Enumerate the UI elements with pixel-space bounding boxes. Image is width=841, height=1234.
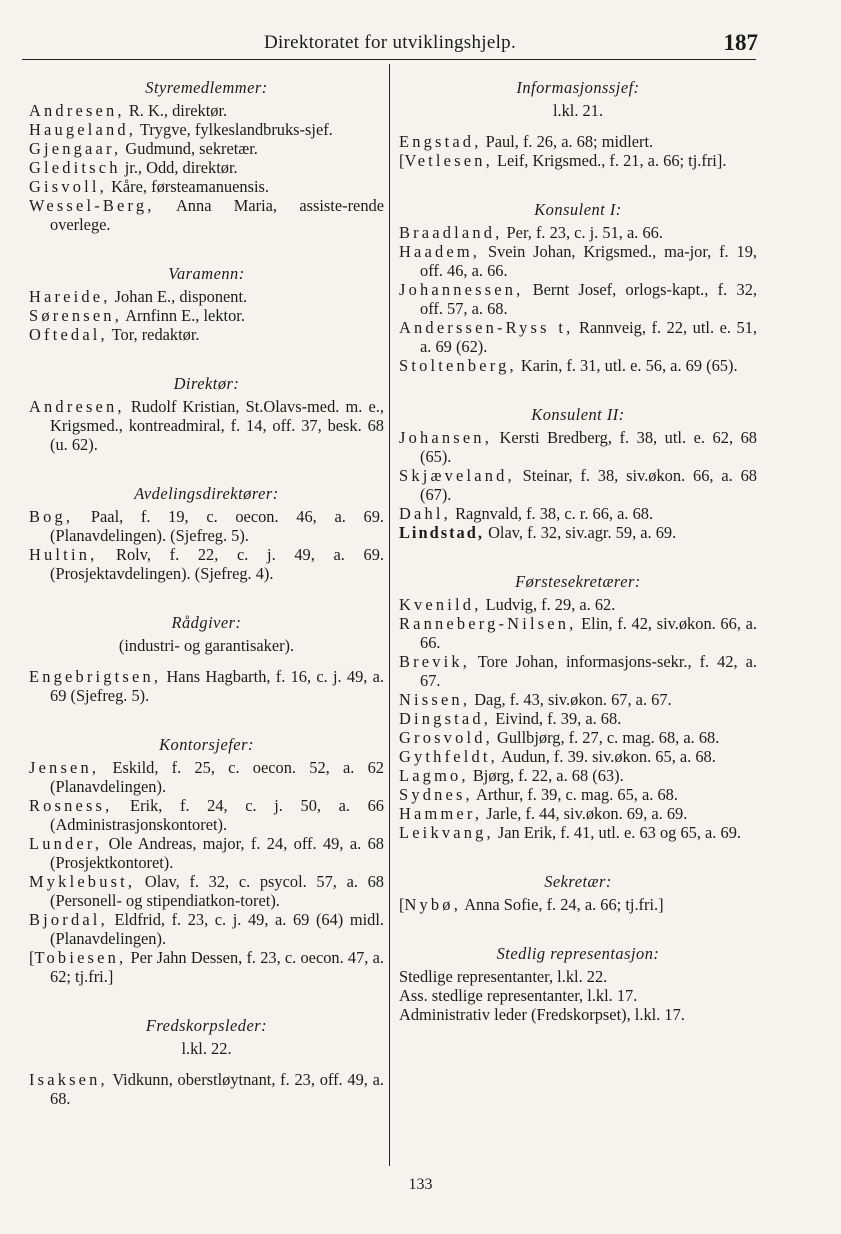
directory-entry xyxy=(29,101,384,120)
entry-details: jr., Odd, direktør. xyxy=(120,158,238,177)
entry-details: Rolv, f. 22, c. j. 49, a. 69. (Prosjektavdelingen). (Sjefreg. 4). xyxy=(50,545,384,583)
section xyxy=(29,735,384,986)
entry-details: Tor, redaktør. xyxy=(107,325,200,344)
directory-entry xyxy=(399,504,757,523)
section-title: Stedlig representasjon: xyxy=(496,944,660,963)
section-subtitle: l.kl. 21. xyxy=(552,101,604,120)
directory-entry xyxy=(29,397,384,454)
entry-details: Eivind, f. 39, a. 68. xyxy=(491,709,622,728)
section xyxy=(29,78,384,234)
entry-surname: Hammer, xyxy=(399,804,483,823)
section xyxy=(399,200,757,375)
entry-surname: Engstad, xyxy=(399,132,482,151)
directory-entry xyxy=(399,895,757,914)
entry-details: Karin, f. 31, utl. e. 56, a. 69 (65). xyxy=(516,356,738,375)
entry-details: Kåre, førsteamanuensis. xyxy=(106,177,269,196)
entry-surname: Tobiesen, xyxy=(34,948,127,967)
section-title: Konsulent II: xyxy=(531,405,625,424)
entry-details: Arthur, f. 39, c. mag. 65, a. 68. xyxy=(472,785,678,804)
entry-surname: Johannessen, xyxy=(399,280,524,299)
directory-entry xyxy=(29,507,384,545)
entry-details: Rannveig, f. 22, utl. e. 51, a. 69 (62). xyxy=(420,318,757,356)
entry-details: Gudmund, sekretær. xyxy=(121,139,258,158)
entry-surname: Sydnes, xyxy=(399,785,473,804)
entry-surname: Grosvold, xyxy=(399,728,493,747)
directory-entry xyxy=(29,158,384,177)
entry-surname: Braadland, xyxy=(399,223,503,242)
entry-bracket: [ xyxy=(29,948,35,967)
entry-details: Ragnvald, f. 38, c. r. 66, a. 68. xyxy=(450,504,654,523)
directory-entry xyxy=(399,318,757,356)
entry-surname: Oftedal, xyxy=(29,325,108,344)
directory-entry xyxy=(399,804,757,823)
directory-entry xyxy=(29,1070,384,1108)
entry-details: Bernt Josef, orlogs-kapt., f. 32, off. 57, a. 68. xyxy=(420,280,757,318)
spacer xyxy=(399,122,757,132)
header-rule xyxy=(22,59,756,60)
directory-entry xyxy=(399,428,757,466)
directory-entry xyxy=(399,242,757,280)
entry-details: Bjørg, f. 22, a. 68 (63). xyxy=(468,766,624,785)
directory-entry xyxy=(399,747,757,766)
entry-surname: Jensen, xyxy=(29,758,100,777)
entry-surname: Hultin, xyxy=(29,545,98,564)
entry-details: Svein Johan, Krigsmed., ma-jor, f. 19, off. 46, a. 66. xyxy=(420,242,757,280)
section xyxy=(399,572,757,842)
running-title: Direktoratet for utviklingshjelp. xyxy=(263,32,517,53)
entry-surname: Brevik, xyxy=(399,652,471,671)
section-title: Avdelingsdirektører: xyxy=(134,484,279,503)
spacer xyxy=(29,1060,384,1070)
section-subtitle: (industri- og garantisaker). xyxy=(118,636,295,655)
entry-details: Erik, f. 24, c. j. 50, a. 66 (Administrasjonskontoret). xyxy=(50,796,384,834)
directory-entry xyxy=(399,728,757,747)
entry-details: Olav, f. 32, c. psycol. 57, a. 68 (Personell- og stipendiatkon-toret). xyxy=(50,872,384,910)
entry-surname: Dingstad, xyxy=(399,709,492,728)
section-title: Sekretær: xyxy=(544,872,612,891)
entry-surname: Dahl, xyxy=(399,504,451,523)
footer-page-number: 133 xyxy=(408,1176,433,1193)
entry-details: R. K., direktør. xyxy=(124,101,228,120)
directory-entry xyxy=(399,223,757,242)
entry-details: Trygve, fylkeslandbruks-sjef. xyxy=(136,120,333,139)
entry-details: Anna Maria, assiste-rende overlege. xyxy=(50,196,384,234)
entry-details: Ludvig, f. 29, a. 62. xyxy=(481,595,616,614)
section-title: Førstesekretærer: xyxy=(515,572,641,591)
entry-details: Audun, f. 39. siv.økon. 65, a. 68. xyxy=(497,747,716,766)
entry-bracket: [ xyxy=(399,895,405,914)
representation-line: Administrativ leder (Fredskorpset), l.kl. 17. xyxy=(399,1005,685,1024)
entry-surname: Hareide, xyxy=(29,287,111,306)
entry-details: Arnfinn E., lektor. xyxy=(122,306,245,325)
entry-surname: Anderssen-Ryss t, xyxy=(399,318,574,337)
entry-surname: Nybø, xyxy=(404,895,461,914)
directory-entry xyxy=(399,766,757,785)
entry-surname: Bjordal, xyxy=(29,910,108,929)
directory-entry xyxy=(399,132,757,151)
entry-details: Johan E., disponent. xyxy=(110,287,248,306)
section xyxy=(29,484,384,583)
entry-bracket: [ xyxy=(399,151,405,170)
directory-entry xyxy=(399,614,757,652)
entry-details: Kersti Bredberg, f. 38, utl. e. 62, 68 (65). xyxy=(420,428,757,466)
directory-entry xyxy=(399,785,757,804)
section-subtitle: l.kl. 22. xyxy=(181,1039,232,1058)
entry-details: Eldfrid, f. 23, c. j. 49, a. 69 (64) midl. (Planavdelingen). xyxy=(50,910,384,948)
directory-entry xyxy=(29,139,384,158)
entry-details: Rudolf Kristian, St.Olavs-med. m. e., Krigsmed., kontreadmiral, f. 14, off. 37, besk. 68 (u. 62). xyxy=(50,397,384,454)
entry-surname: Bog, xyxy=(29,507,74,526)
entry-surname: Stoltenberg, xyxy=(399,356,517,375)
page-number: 187 xyxy=(723,30,758,55)
entry-surname: Wessel-Berg, xyxy=(29,196,155,215)
section xyxy=(29,374,384,454)
entry-surname: Gjengaar, xyxy=(29,139,122,158)
entry-surname: Ranneberg-Nilsen, xyxy=(399,614,577,633)
section-title: Konsulent I: xyxy=(534,200,622,219)
directory-entry xyxy=(399,523,757,542)
section-title: Informasjonssjef: xyxy=(516,78,640,97)
entry-surname: Kvenild, xyxy=(399,595,482,614)
directory-entry xyxy=(29,306,384,325)
entry-surname: Engebrigtsen, xyxy=(29,667,162,686)
directory-entry xyxy=(29,948,384,986)
section-title: Kontorsjefer: xyxy=(159,735,254,754)
entry-details: Per, f. 23, c. j. 51, a. 66. xyxy=(502,223,663,242)
entry-surname: Nissen, xyxy=(399,690,471,709)
entry-surname: Gythfeldt, xyxy=(399,747,498,766)
entry-details: Dag, f. 43, siv.økon. 67, a. 67. xyxy=(470,690,672,709)
entry-surname: Sørensen, xyxy=(29,306,122,325)
directory-entry xyxy=(29,910,384,948)
entry-surname: Lagmo, xyxy=(399,766,469,785)
entry-surname: Rosness, xyxy=(29,796,113,815)
directory-entry xyxy=(399,652,757,690)
entry-details: Tore Johan, informasjons-sekr., f. 42, a. 67. xyxy=(420,652,757,690)
directory-entry xyxy=(29,545,384,583)
directory-entry xyxy=(29,325,384,344)
directory-entry xyxy=(29,667,384,705)
entry-details: Paul, f. 26, a. 68; midlert. xyxy=(481,132,654,151)
directory-entry xyxy=(29,834,384,872)
directory-entry xyxy=(399,151,757,170)
section xyxy=(29,1016,384,1108)
entry-details: Steinar, f. 38, siv.økon. 66, a. 68 (67). xyxy=(420,466,757,504)
representation-line: Stedlige representanter, l.kl. 22. xyxy=(399,967,608,986)
directory-entry xyxy=(399,823,757,842)
entry-surname: Gisvoll, xyxy=(29,177,107,196)
entry-details: Paal, f. 19, c. oecon. 46, a. 69. (Planavdelingen). (Sjefreg. 5). xyxy=(50,507,384,545)
section-title: Direktør: xyxy=(173,374,240,393)
entry-details: Leif, Krigsmed., f. 21, a. 66; tj.fri]. xyxy=(492,151,727,170)
section-title: Fredskorpsleder: xyxy=(145,1016,268,1035)
directory-entry xyxy=(399,280,757,318)
entry-surname: Leikvang, xyxy=(399,823,494,842)
entry-surname: Andresen, xyxy=(29,397,125,416)
directory-entry xyxy=(399,356,757,375)
directory-entry xyxy=(29,796,384,834)
entry-surname: Vetlesen, xyxy=(404,151,493,170)
entry-surname: Myklebust, xyxy=(29,872,136,891)
section xyxy=(399,944,757,1024)
entry-details: Jan Erik, f. 41, utl. e. 63 og 65, a. 69. xyxy=(493,823,741,842)
entry-surname: Haugeland, xyxy=(29,120,137,139)
entry-surname: Johansen, xyxy=(399,428,492,447)
entry-details: Anna Sofie, f. 24, a. 66; tj.fri.] xyxy=(461,895,664,914)
entry-details: Vidkunn, oberstløytnant, f. 23, off. 49, a. 68. xyxy=(50,1070,384,1108)
directory-entry xyxy=(399,466,757,504)
entry-surname: Andresen, xyxy=(29,101,125,120)
entry-details: Eskild, f. 25, c. oecon. 52, a. 62 (Planavdelingen). xyxy=(50,758,384,796)
entry-surname: Gleditsch xyxy=(29,158,121,177)
section xyxy=(399,872,757,914)
directory-entry xyxy=(399,595,757,614)
directory-entry xyxy=(29,120,384,139)
section-title: Styremedlemmer: xyxy=(145,78,268,97)
left-column xyxy=(29,78,384,1108)
entry-surname: Haadem, xyxy=(399,242,481,261)
entry-details: Hans Hagbarth, f. 16, c. j. 49, a. 69 (Sjefreg. 5). xyxy=(50,667,384,705)
spacer xyxy=(29,657,384,667)
directory-entry xyxy=(29,196,384,234)
entry-details: Olav, f. 32, siv.agr. 59, a. 69. xyxy=(483,523,677,542)
entry-surname: Lunder, xyxy=(29,834,103,853)
directory-entry xyxy=(29,177,384,196)
column-divider xyxy=(389,64,390,1166)
directory-entry xyxy=(29,287,384,306)
section xyxy=(399,78,757,170)
entry-surname: Skjæveland, xyxy=(399,466,515,485)
directory-entry xyxy=(399,709,757,728)
section xyxy=(29,613,384,705)
section-title: Varamenn: xyxy=(168,264,245,283)
entry-details: Gullbjørg, f. 27, c. mag. 68, a. 68. xyxy=(492,728,720,747)
section xyxy=(399,405,757,542)
right-column xyxy=(399,78,757,1024)
entry-surname: Isaksen, xyxy=(29,1070,108,1089)
entry-details: Jarle, f. 44, siv.økon. 69, a. 69. xyxy=(482,804,688,823)
entry-details: Elin, f. 42, siv.økon. 66, a. 66. xyxy=(420,614,757,652)
directory-entry xyxy=(399,690,757,709)
entry-details: Ole Andreas, major, f. 24, off. 49, a. 68 (Prosjektkontoret). xyxy=(50,834,384,872)
entry-surname: Lindstad, xyxy=(399,523,484,542)
directory-entry xyxy=(29,872,384,910)
directory-entry xyxy=(29,758,384,796)
section-title: Rådgiver: xyxy=(171,613,242,632)
page-header xyxy=(22,30,758,60)
section xyxy=(29,264,384,344)
representation-line: Ass. stedlige representanter, l.kl. 17. xyxy=(399,986,638,1005)
entry-details: Per Jahn Dessen, f. 23, c. oecon. 47, a. 62; tj.fri.] xyxy=(50,948,384,986)
